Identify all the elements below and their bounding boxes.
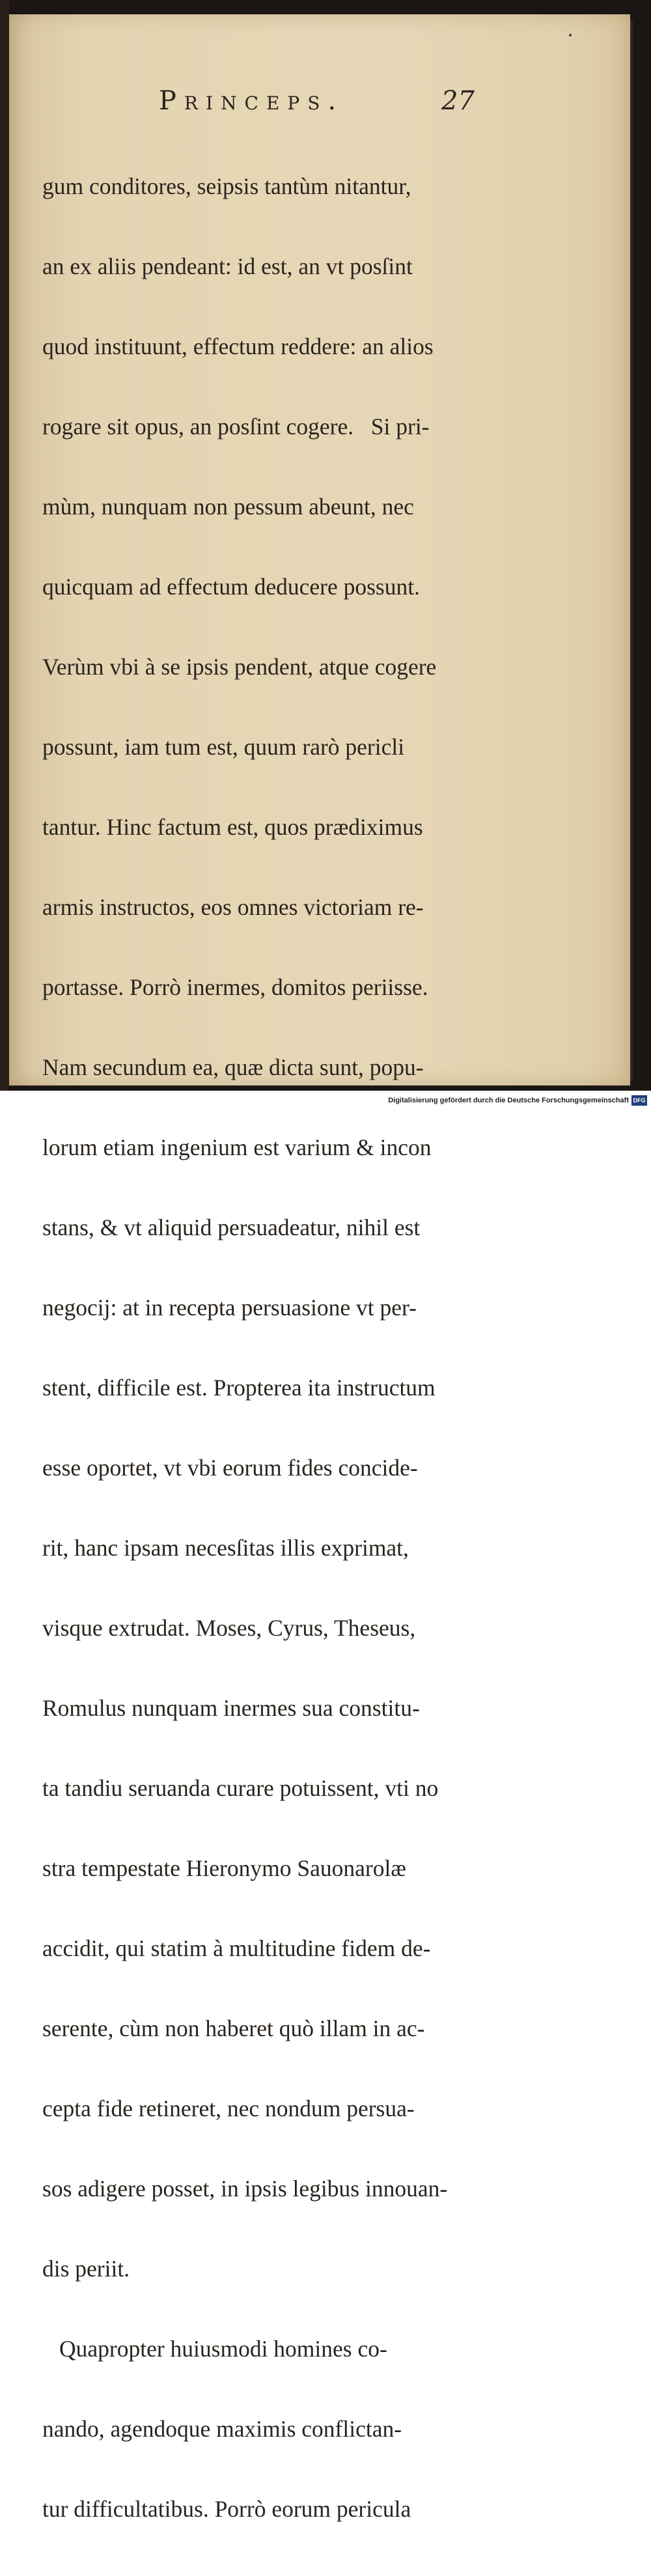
text-line: nando, agendoque maximis conflictan-: [42, 2416, 402, 2442]
dfg-logo: DFG: [631, 1095, 647, 1106]
text-line: armis instructos, eos omnes victoriam re-: [42, 894, 424, 920]
text-line: cepta fide retineret, nec nondum persua-: [42, 2095, 415, 2121]
page-blemish: [569, 34, 572, 36]
text-line: tur difficultatibus. Porrò eorum pericula: [42, 2496, 411, 2522]
scan-background-strip: [0, 0, 9, 1112]
text-line: dis periit.: [42, 2256, 130, 2282]
text-line: rogare sit opus, an posſint cogere. Si pri-: [42, 413, 430, 440]
footer-credit: Digitalisierung gefördert durch die Deutsche Forschungsgemeinschaft: [388, 1097, 629, 1104]
text-line: Verùm vbi à se ipsis pendent, atque cogere: [42, 654, 437, 680]
text-line: stra tempestate Hieronymo Sauonarolæ: [42, 1855, 406, 1881]
text-line: accidit, qui statim à multitudine fidem de-: [42, 1935, 431, 1961]
text-line: visque extrudat. Moses, Cyrus, Theseus,: [42, 1615, 416, 1641]
text-line: quicquam ad effectum deducere possunt.: [42, 574, 420, 600]
body-text: [42, 120, 485, 2576]
page-edge-shadow: [630, 20, 635, 1081]
text-line: tantur. Hinc factum est, quos prædiximus: [42, 814, 423, 840]
text-line: esse oportet, vt vbi eorum fides concide-: [42, 1455, 418, 1481]
text-line: ta tandiu seruanda curare potuissent, vti no: [42, 1775, 439, 1801]
paragraph-start-line: Quapropter huiusmodi homines co-: [59, 2336, 387, 2362]
text-line: possunt, iam tum est, quum rarò pericli: [42, 734, 405, 760]
page-number: 27: [441, 86, 475, 116]
running-title: Princeps.: [159, 86, 344, 116]
text-line: Romulus nunquam inermes sua constitu-: [42, 1695, 420, 1721]
text-line: quod instituunt, effectum reddere: an alios: [42, 333, 434, 359]
text-line: rit, hanc ipsam necesſitas illis exprimat,: [42, 1535, 409, 1561]
text-line: stans, & vt aliquid persuadeatur, nihil est: [42, 1214, 421, 1240]
text-line: sos adigere posset, in ipsis legibus innouan-: [42, 2176, 448, 2202]
text-line: an ex aliis pendeant: id est, an vt posſint: [42, 253, 413, 279]
text-line: lorum etiam ingenium est varium & incon: [42, 1134, 432, 1160]
text-line: gum conditores, seipsis tantùm nitantur,: [42, 173, 411, 199]
text-line: mùm, nunquam non pessum abeunt, nec: [42, 494, 414, 520]
text-line: stent, difficile est. Propterea ita instructum: [42, 1375, 436, 1401]
text-line: negocij: at in recepta persuasione vt per-: [42, 1295, 417, 1321]
text-line: portasse. Porrò inermes, domitos periisse.: [42, 974, 428, 1000]
text-line: Nam secundum ea, quæ dicta sunt, popu-: [42, 1054, 424, 1080]
text-line: serente, cùm non haberet quò illam in ac-: [42, 2015, 425, 2041]
digitization-footer: [0, 1091, 651, 1112]
